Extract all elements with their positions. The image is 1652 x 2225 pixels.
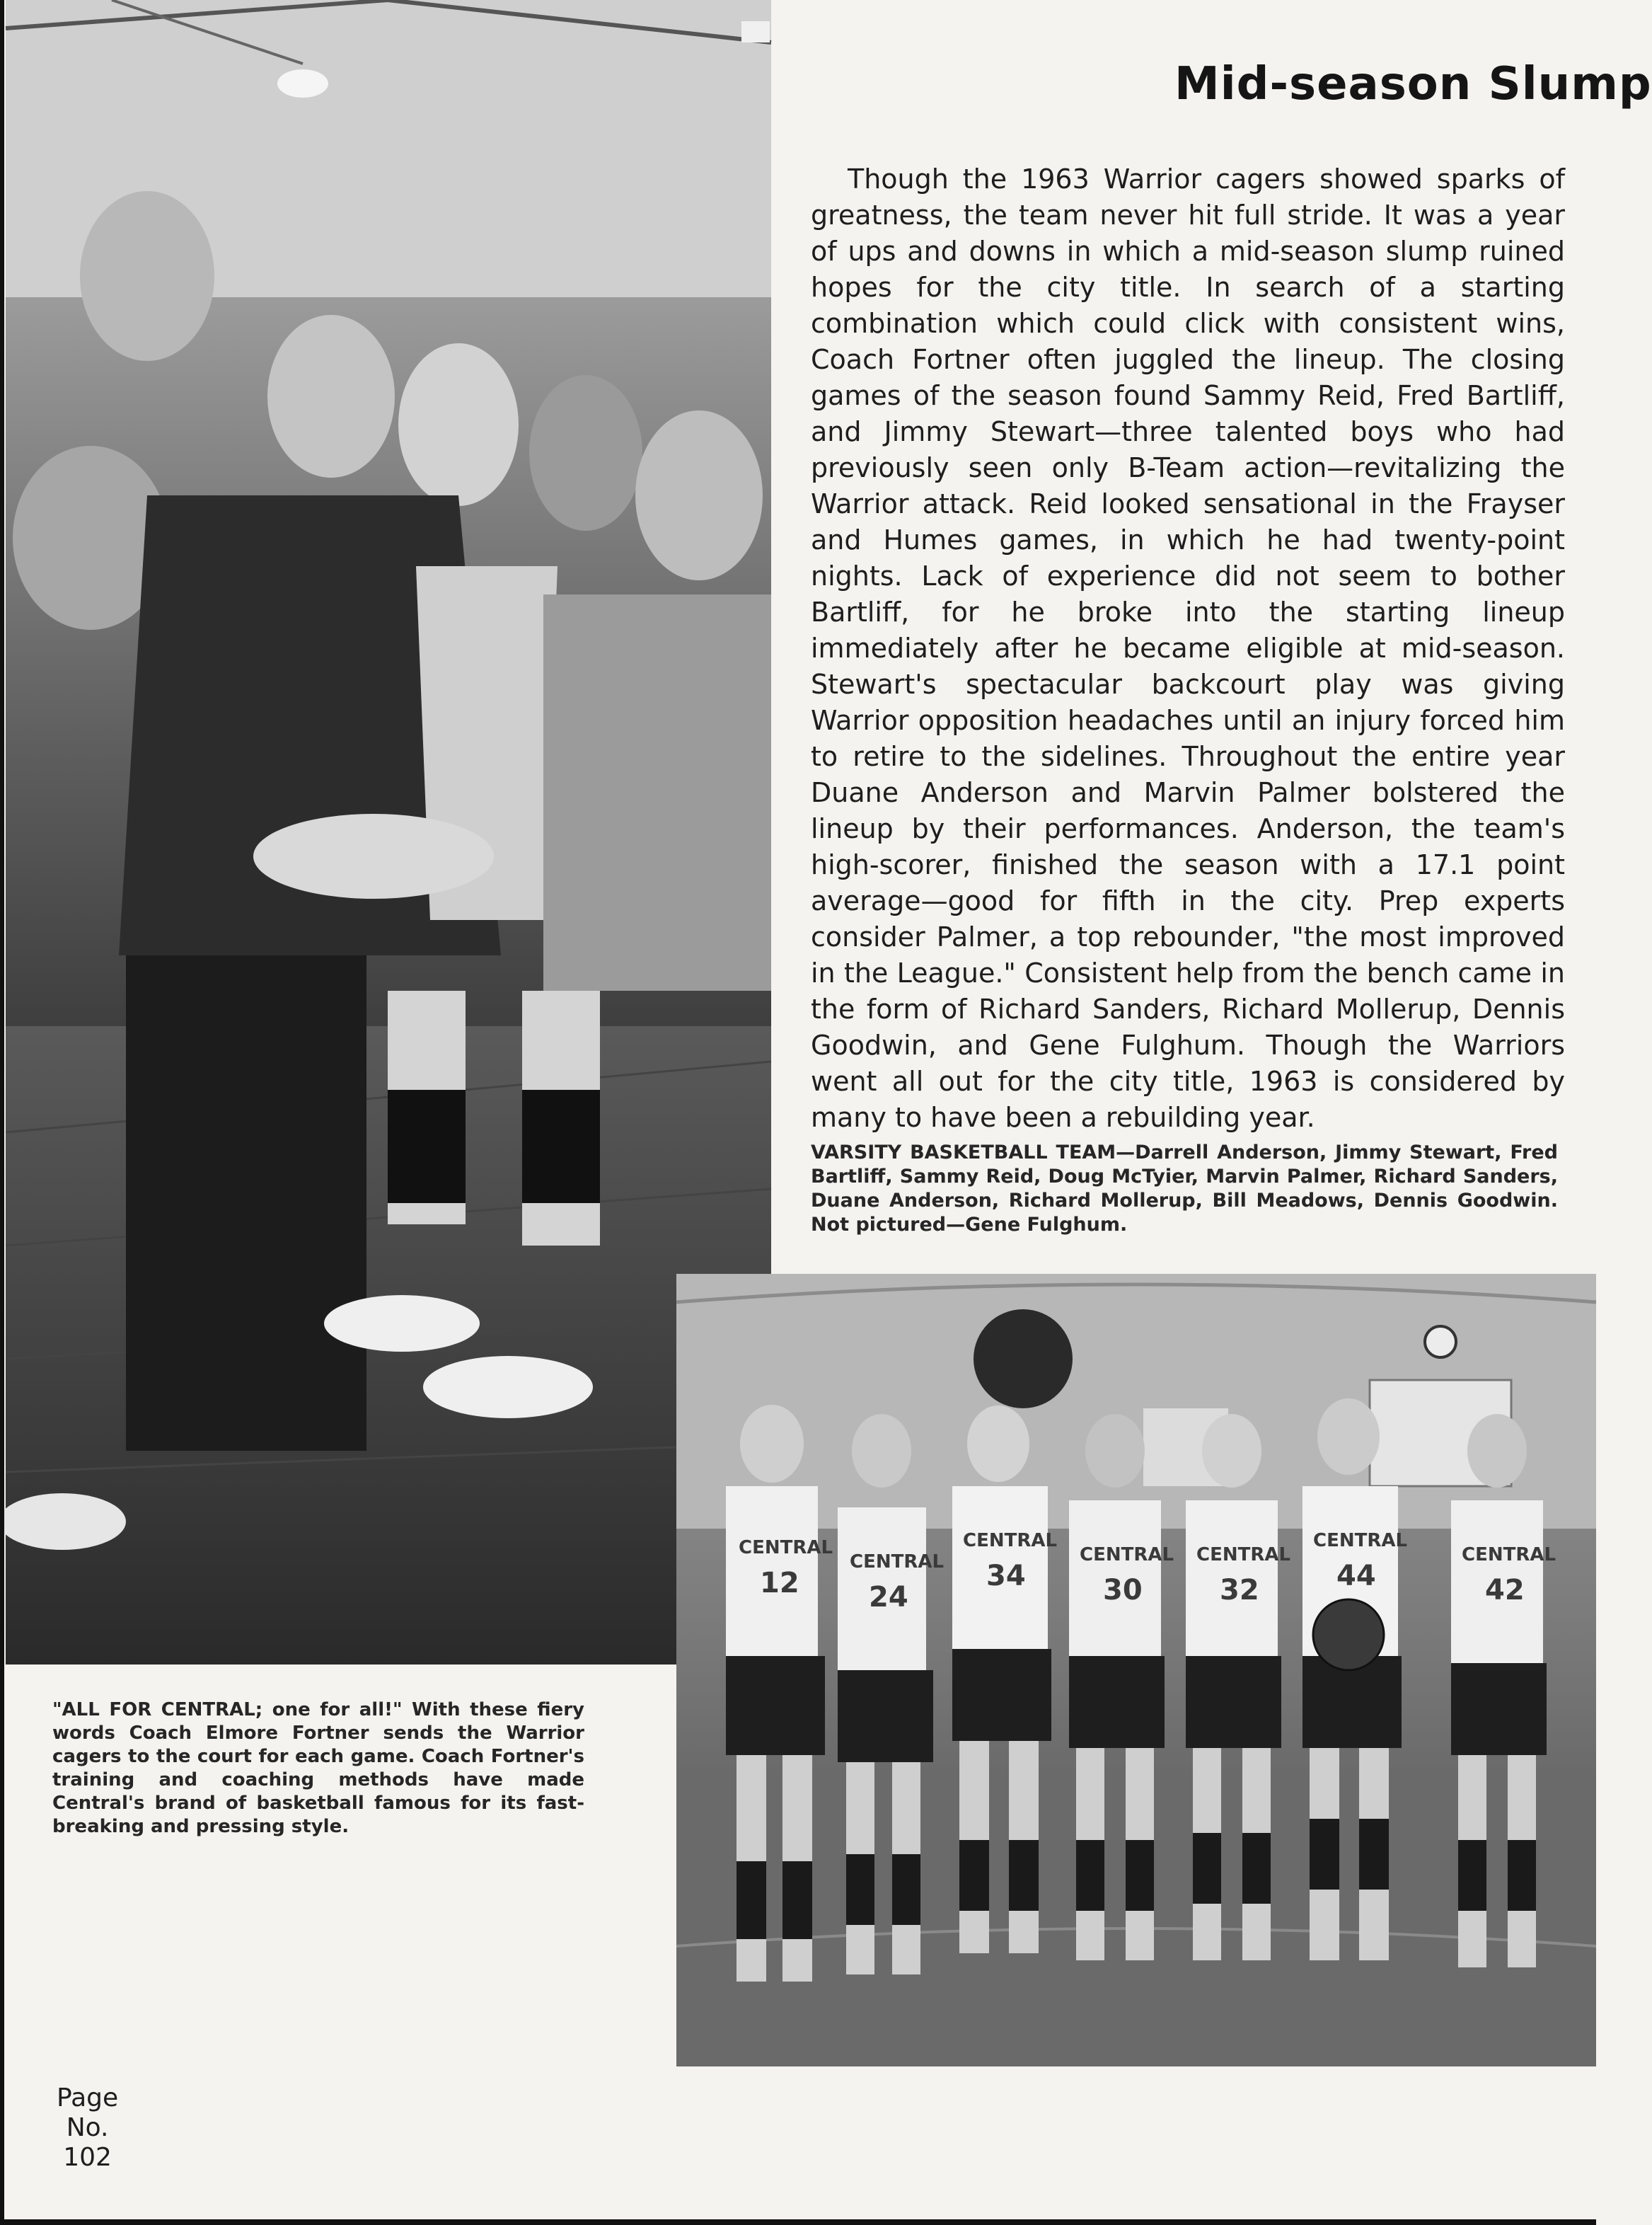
- jersey-text-1: CENTRAL: [739, 1537, 833, 1558]
- page-number-value: 102: [63, 2143, 112, 2172]
- jersey-number-4: 30: [1103, 1574, 1143, 1606]
- jersey-number-2: 24: [869, 1581, 908, 1614]
- jersey-text-3: CENTRAL: [963, 1530, 1058, 1551]
- huddle-photo: [6, 0, 771, 1665]
- team-photo-caption: VARSITY BASKETBALL TEAM—Darrell Anderson, Jimmy Stewart, Fred Bartliff, Sammy Reid, Doug McTyier, Marvin Palmer, Richard Sanders, Duane Anderson, Richard Mollerup, Bill Meadows, Dennis Goodwin. Not pictured—Gene Fulghum.: [811, 1142, 1558, 1236]
- jersey-number-3: 34: [986, 1560, 1026, 1592]
- page-number-abbr: No.: [66, 2113, 109, 2142]
- huddle-photo-art: [6, 0, 771, 1665]
- page-number: [57, 2083, 118, 2173]
- jersey-number-1: 12: [760, 1567, 799, 1599]
- jersey-text-7: CENTRAL: [1462, 1544, 1556, 1565]
- jersey-text-6: CENTRAL: [1313, 1530, 1408, 1551]
- jersey-text-5: CENTRAL: [1196, 1544, 1291, 1565]
- team-photo: [676, 1274, 1596, 2066]
- jersey-number-5: 32: [1220, 1574, 1259, 1606]
- huddle-photo-caption: "ALL FOR CENTRAL; one for all!" With these fiery words Coach Elmore Fortner sends the Warrior cagers to the court for each game. Coach Fortner's training and coaching methods have made Central's brand of basketball famous for its fast-breaking and pressing style.: [52, 1699, 584, 1837]
- article-body: [811, 161, 1565, 1136]
- team-photo-art: [676, 1274, 1596, 2066]
- jersey-number-7: 42: [1485, 1574, 1525, 1606]
- page-title: Mid-season Slump: [1174, 58, 1652, 110]
- jersey-number-6: 44: [1336, 1560, 1376, 1592]
- jersey-text-2: CENTRAL: [850, 1551, 945, 1573]
- page-number-label: Page: [57, 2083, 119, 2112]
- article-paragraph: Though the 1963 Warrior cagers showed sparks of greatness, the team never hit full stride. It was a year of ups and downs in which a mid-season slump ruined hopes for the city title. In search of a starting combination which could click with consistent wins, Coach Fortner often juggled the lineup. The closing games of the season found Sammy Reid, Fred Bartliff, and Jimmy Stewart—three talented boys who had previously seen only B-Team action—revitalizing the Warrior attack. Reid looked sensational in the Frayser and Humes games, in which he had twenty-point nights. Lack of experience did not seem to bother Bartliff, for he broke into the starting lineup immediately after he became eligible at mid-season. Stewart's spectacular backcourt play was giving Warrior opposition headaches until an injury forced him to retire to the sidelines. Throughout the entire year Duane Anderson and Marvin Palmer bolstered the lineup by their performances. Anderson, the team's high-scorer, finished the season with a 17.1 point average—good for fifth in the city. Prep experts consider Palmer, a top rebounder, "the most improved in the League." Consistent help from the bench came in the form of Richard Sanders, Richard Mollerup, Dennis Goodwin, and Gene Fulghum. Though the Warriors went all out for the city title, 1963 is considered by many to have been a rebuilding year.: [811, 163, 1565, 1133]
- jersey-text-4: CENTRAL: [1080, 1544, 1174, 1565]
